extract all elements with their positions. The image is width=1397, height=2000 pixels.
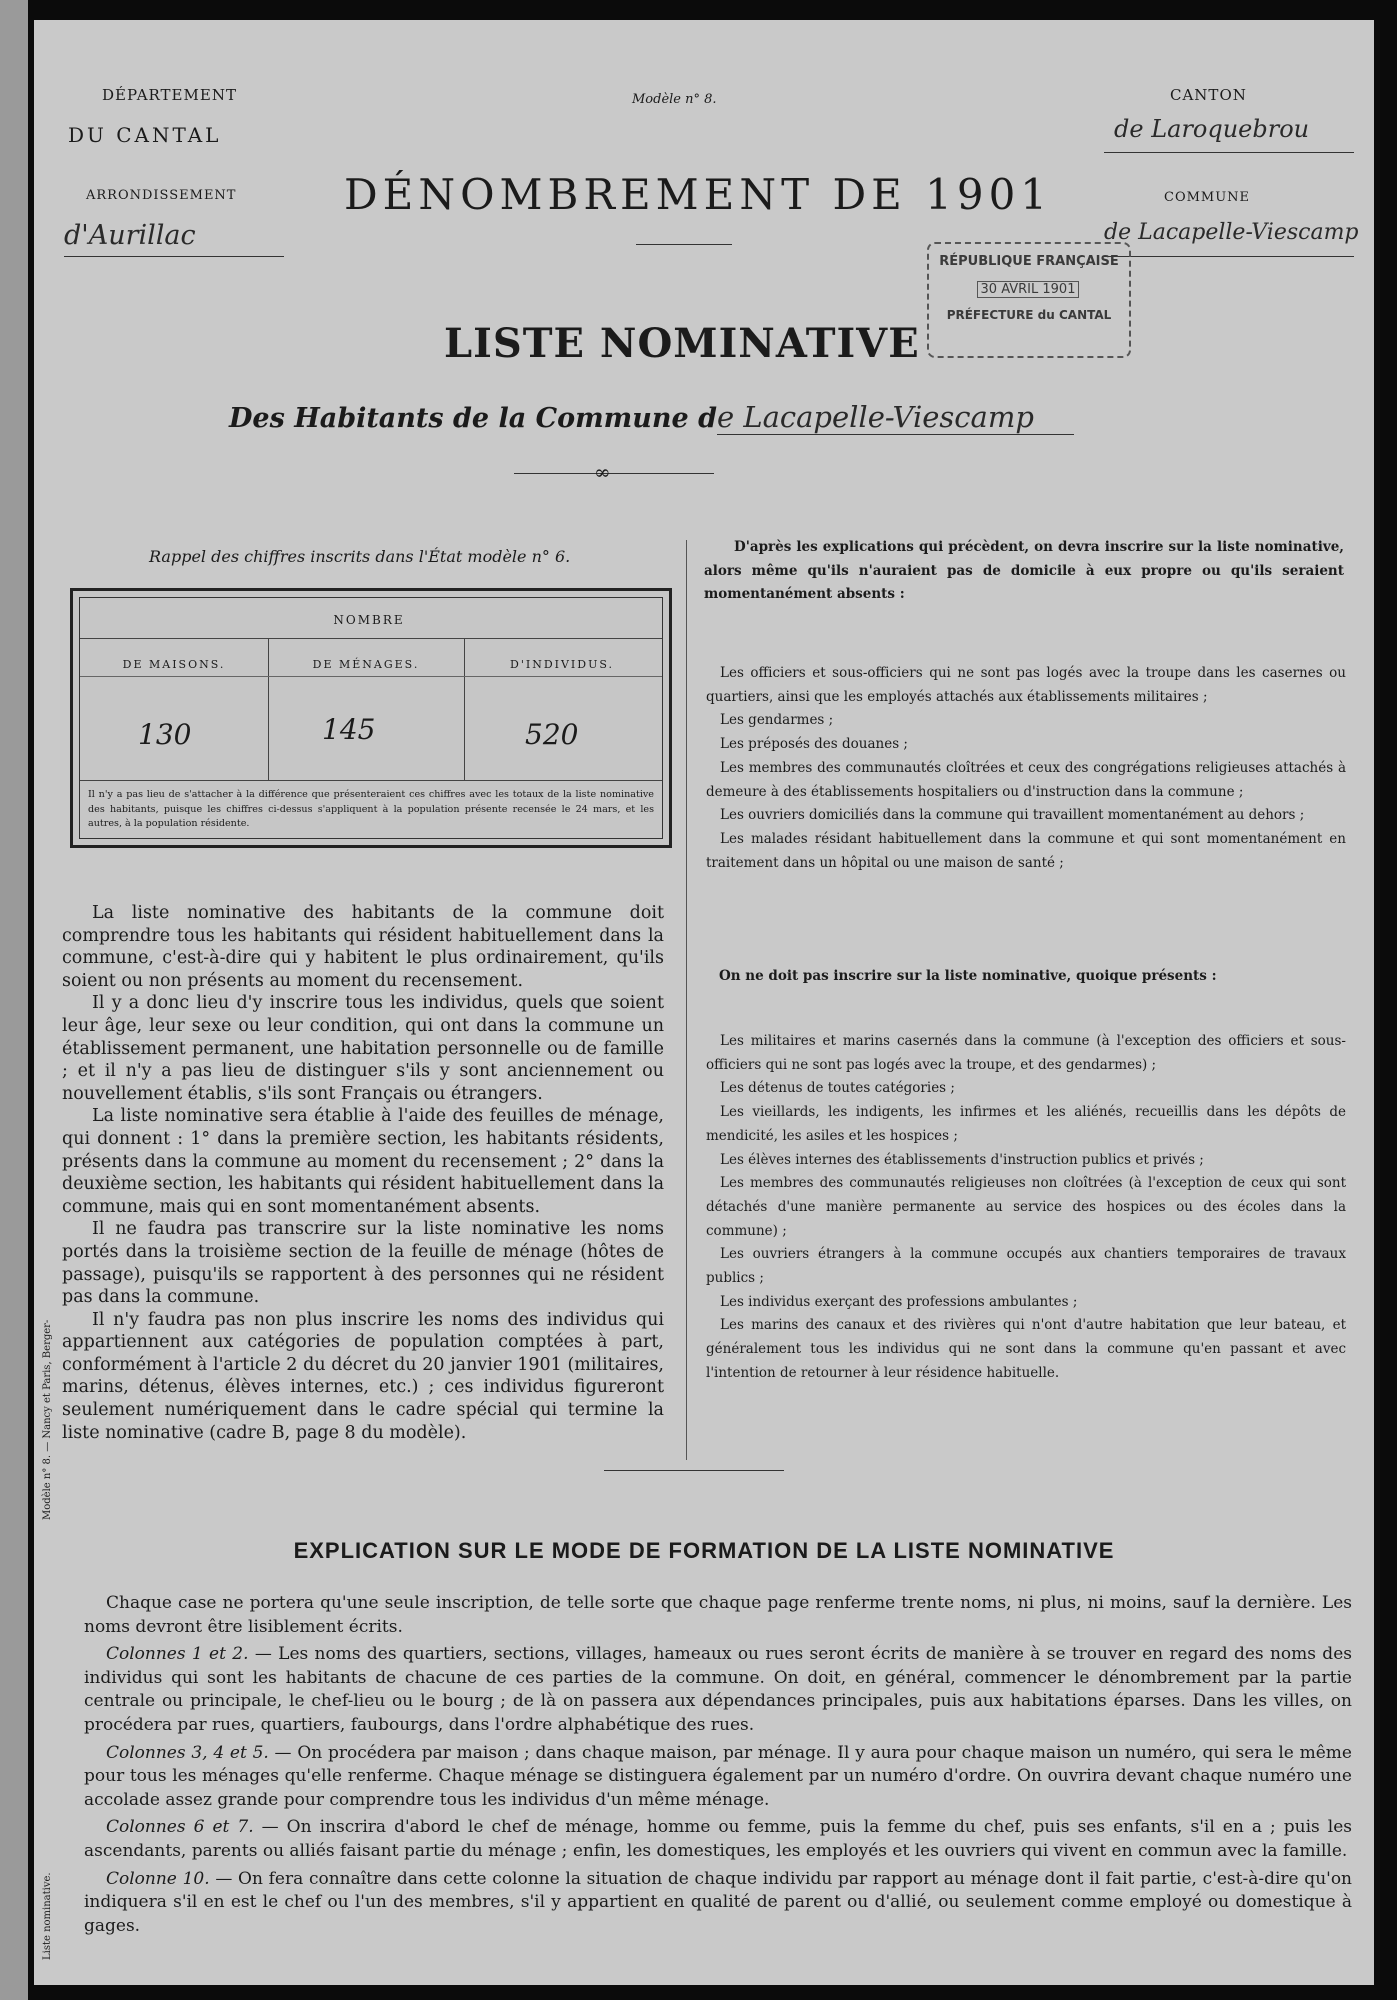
- commune-line-value: e Lacapelle-Viescamp: [717, 400, 1074, 435]
- list-item: Les membres des communautés religieuses non cloîtrées (à l'exception de ceux qui sont détachés d'une manière permanente au service des hospices ou des écoles dans la commune) ;: [706, 1175, 1346, 1239]
- page-subtitle: LISTE NOMINATIVE: [444, 320, 920, 367]
- value-maisons: 130: [138, 718, 192, 751]
- canton-value: de Laroquebrou: [1114, 115, 1310, 143]
- left-paragraph: Il n'y faudra pas non plus inscrire les noms des individus qui appartiennent aux catégories de population comptées à part, conformément à l'article 2 du décret du 20 janvier 1901 (militaires, marins, détenus, élèves internes, etc.) ; ces individus figureront seulement numériquement dans le cadre spécial qui termine la liste nominative (cadre B, page 8 du modèle).: [62, 1309, 664, 1443]
- commune-line-prefix: Des Habitants de la Commune d: [229, 403, 717, 434]
- list-item: Les marins des canaux et des rivières qui n'ont d'autre habitation que leur bateau, et généralement tous les individus qui ne sont dans la commune qu'en passant et avec l'intention de retourner à leur résidence habituelle.: [706, 1317, 1346, 1381]
- right-intro: D'après les explications qui précèdent, on devra inscrire sur la liste nominative, alors même qu'ils n'auraient pas de domicile à eux propre ou qu'ils seraient momentanément absents :: [704, 539, 1344, 603]
- exclude-list: [706, 1030, 1346, 1386]
- list-item: Les militaires et marins casernés dans la commune (à l'exception des officiers et sous-officiers qui ne sont pas logés avec la troupe, et des gendarmes) ;: [706, 1033, 1346, 1073]
- arrondissement-value: d'Aurillac: [64, 220, 196, 251]
- commune-value: de Lacapelle-Viescamp: [1104, 220, 1359, 245]
- explanation-item-text: — On fera connaître dans cette colonne la situation de chaque individu par rapport au ménage dont il fait partie, c'est-à-dire qu'on indiquera s'il en est le chef ou l'un des membres, s'il y appartient en qualité de parent ou d'allié, ou seulement comme employé ou domestique à gages.: [84, 1868, 1353, 1936]
- ornament-icon: ∞: [594, 460, 611, 484]
- arrondissement-label: ARRONDISSEMENT: [86, 188, 237, 203]
- explanation-intro: Chaque case ne portera qu'une seule inscription, de telle sorte que chaque page renferme trente noms, ni plus, ni moins, sauf la dernière. Les noms devront être lisiblement écrits.: [84, 1593, 1352, 1637]
- list-item: Les détenus de toutes catégories ;: [720, 1080, 955, 1097]
- explanation-item-label: Colonnes 3, 4 et 5.: [106, 1742, 269, 1763]
- census-sheet: [34, 20, 1374, 1985]
- explanation-item-text: — On procédera par maison ; dans chaque maison, par ménage. Il y aura pour chaque maison un numéro, qui sera le même pour tous les ménages qu'elle renferme. Chaque ménage se distinguera également par un numéro d'ordre. On ouvrira devant chaque numéro une accolade assez grande pour comprendre tous les individus d'un même ménage.: [84, 1742, 1352, 1810]
- counts-caption: Rappel des chiffres inscrits dans l'État modèle n° 6.: [149, 547, 571, 566]
- col-menages: DE MÉNAGES.: [312, 658, 420, 671]
- explanation-item-label: Colonne 10.: [106, 1868, 210, 1889]
- left-paragraph: Il ne faudra pas transcrire sur la liste nominative les noms portés dans la troisième section de la feuille de ménage (hôtes de passage), puisqu'ils se rapportent à des personnes qui ne résident pas dans la commune.: [62, 1219, 664, 1308]
- page-title: DÉNOMBREMENT DE 1901: [344, 170, 1053, 219]
- prefecture-stamp: [927, 242, 1131, 358]
- list-item: Les individus exerçant des professions ambulantes ;: [720, 1293, 1078, 1310]
- col-maisons: DE MAISONS.: [122, 658, 226, 671]
- explanation-title: EXPLICATION SUR LE MODE DE FORMATION DE LA LISTE NOMINATIVE: [293, 1538, 1115, 1563]
- column-divider: [686, 540, 687, 1460]
- explanation-item-label: Colonnes 6 et 7.: [106, 1817, 254, 1838]
- explanation-item: [84, 1742, 1352, 1813]
- arrondissement-underline: [64, 256, 284, 257]
- modele-number: Modèle n° 8.: [632, 92, 717, 107]
- left-paragraph: Il y a donc lieu d'y inscrire tous les individus, quels que soient leur âge, leur sexe ou leur condition, qui ont dans la commune un établissement permanent, une habitation personnelle ou de famille ; et il n'y a pas lieu de distinguer s'ils y sont anciennement ou nouvellement établis, s'ils sont Français ou étrangers.: [62, 993, 664, 1104]
- decorative-rule: [514, 473, 714, 474]
- explanation-item: [84, 1868, 1352, 1939]
- list-item: Les officiers et sous-officiers qui ne sont pas logés avec la troupe dans les casernes ou quartiers, ainsi que les employés attachés aux établissements militaires ;: [706, 665, 1346, 705]
- explanation-body: [84, 1592, 1352, 1938]
- value-menages: 145: [322, 713, 376, 746]
- commune-line: [229, 400, 1074, 434]
- explanation-item-label: Colonnes 1 et 2.: [106, 1644, 249, 1665]
- stamp-line3: PRÉFECTURE du CANTAL: [946, 308, 1112, 322]
- list-item: Les ouvriers étrangers à la commune occupés aux chantiers temporaires de travaux publics ;: [706, 1246, 1346, 1287]
- list-item: Les préposés des douanes ;: [720, 736, 908, 753]
- left-paragraph: La liste nominative sera établie à l'aide des feuilles de ménage, qui donnent : 1° dans la première section, les habitants résidents, présents dans la commune au moment du recensement ; 2° dans la deuxième section, les habitants qui résident habituellement dans la commune, mais qui en sont momentanément absents.: [62, 1106, 664, 1217]
- explanation-item: [84, 1643, 1352, 1737]
- counts-group-header: NOMBRE: [333, 613, 405, 627]
- departement-label: DÉPARTEMENT: [102, 86, 237, 104]
- list-item: Les ouvriers domiciliés dans la commune qui travaillent momentanément au dehors ;: [720, 807, 1305, 824]
- margin-credit-2: Liste nominative.: [42, 1872, 53, 1960]
- value-individus: 520: [525, 718, 579, 751]
- explanation-item: [84, 1816, 1352, 1863]
- col-individus: D'INDIVIDUS.: [510, 658, 614, 671]
- left-column: [62, 902, 664, 1444]
- canton-label: CANTON: [1170, 86, 1247, 104]
- list-item: Les vieillards, les indigents, les infirmes et les aliénés, recueillis dans les dépôts de mendicité, les asiles et les hospices ;: [706, 1104, 1346, 1144]
- left-paragraph: La liste nominative des habitants de la commune doit comprendre tous les habitants qui résident habituellement dans la commune, c'est-à-dire qui y habitent le plus ordinairement, qu'ils soient ou non présents au moment du recensement.: [62, 903, 664, 991]
- page-edge: [0, 0, 28, 2000]
- commune-label: COMMUNE: [1164, 190, 1251, 205]
- exclude-heading: On ne doit pas inscrire sur la liste nominative, quoique présents :: [719, 968, 1217, 984]
- stamp-line2: 30 AVRIL 1901: [977, 281, 1079, 298]
- include-list: [706, 662, 1346, 875]
- commune-underline: [1104, 256, 1354, 257]
- explanation-item-text: — On inscrira d'abord le chef de ménage, homme ou femme, puis la femme du chef, puis ses enfants, s'il en a ; puis les ascendants, parents ou alliés faisant partie du ménage ; enfin, les domestiques, les employés et les ouvriers qui vivent en commun avec la famille.: [84, 1817, 1352, 1861]
- section-separator: [604, 1470, 784, 1471]
- list-item: Les gendarmes ;: [720, 712, 834, 729]
- stamp-line1: RÉPUBLIQUE FRANÇAISE: [939, 254, 1119, 269]
- counts-table: [70, 588, 672, 848]
- explanation-item-text: — Les noms des quartiers, sections, villages, hameaux ou rues seront écrits de manière à se trouver en regard des noms des individus qui sont les habitants de chacune de ces parties de la commune. On doit, en général, commencer le dénombrement par la partie centrale ou principale, le chef-lieu ou le bourg ; de là on passera aux dépendances principales, puis aux habitations éparses. Dans les villes, on procédera par rues, quartiers, faubourgs, dans l'ordre alphabétique des rues.: [84, 1644, 1352, 1735]
- list-item: Les élèves internes des établissements d'instruction publics et privés ;: [720, 1151, 1204, 1168]
- counts-note: Il n'y a pas lieu de s'attacher à la différence que présenteraient ces chiffres avec les totaux de la liste nominative des habitants, puisque les chiffres ci-dessus s'appliquent à la population présente recensée le 24 mars, et les autres, à la population résidente.: [88, 789, 654, 829]
- canton-underline: [1104, 152, 1354, 153]
- list-item: Les malades résidant habituellement dans la commune et qui sont momentanément en traitement dans un hôpital ou une maison de santé ;: [706, 830, 1346, 871]
- title-underline: [636, 244, 732, 245]
- departement-value: DU CANTAL: [68, 123, 222, 147]
- list-item: Les membres des communautés cloîtrées et ceux des congrégations religieuses attachés à demeure à des établissements hospitaliers ou d'instruction dans la commune ;: [706, 759, 1346, 800]
- margin-credit: Modèle n° 8. — Nancy et Paris, Berger-: [42, 1319, 53, 1520]
